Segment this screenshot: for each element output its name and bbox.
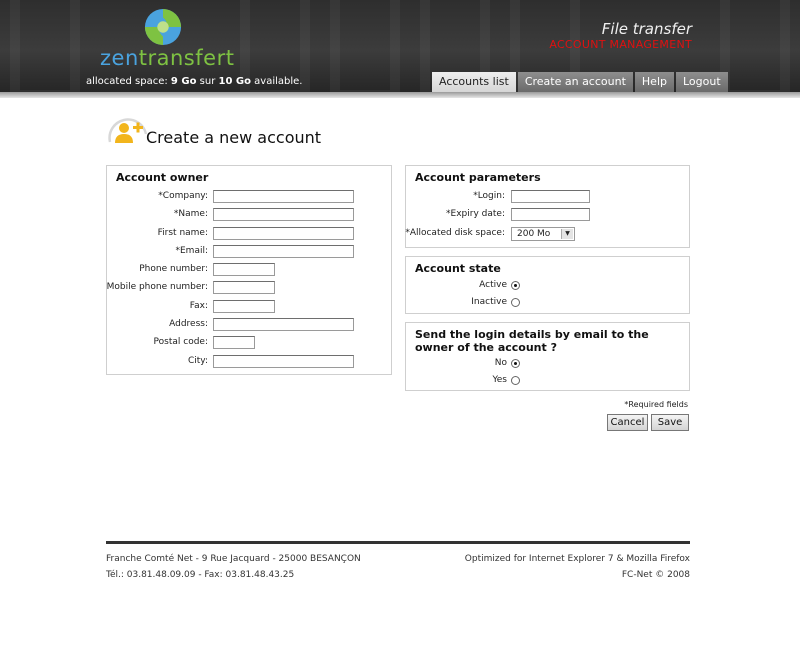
- disk-space-row: [406, 227, 691, 241]
- account-owner-heading: Account owner: [116, 171, 209, 184]
- space-suffix: available.: [254, 76, 303, 87]
- account-parameters-panel: [405, 165, 690, 248]
- fax-input[interactable]: [213, 300, 275, 313]
- state-inactive-radio[interactable]: [511, 298, 520, 307]
- email-input[interactable]: [213, 245, 354, 258]
- save-button[interactable]: Save: [651, 414, 689, 431]
- name-input[interactable]: [213, 208, 354, 221]
- mobile-input[interactable]: [213, 281, 275, 294]
- address-input[interactable]: [213, 318, 354, 331]
- phone-input[interactable]: [213, 263, 275, 276]
- send-no-label: No: [494, 358, 507, 368]
- postal-code-label: Postal code:: [153, 337, 208, 347]
- main-nav: [432, 72, 728, 92]
- email-label: *Email:: [175, 246, 208, 256]
- expiry-date-row: [406, 208, 691, 222]
- postal-code-input[interactable]: [213, 336, 255, 349]
- footer-phone: Tél.: 03.81.48.09.09 - Fax: 03.81.48.43.25: [106, 570, 295, 580]
- logo-wordmark: [100, 46, 234, 70]
- add-user-icon: [106, 112, 148, 148]
- login-input[interactable]: [511, 190, 590, 203]
- tab-accounts-list[interactable]: Accounts list: [432, 72, 516, 92]
- city-input[interactable]: [213, 355, 354, 368]
- name-row: [107, 208, 393, 222]
- company-label: *Company:: [158, 191, 208, 201]
- account-state-panel: [405, 256, 690, 314]
- company-input[interactable]: [213, 190, 354, 203]
- login-label: *Login:: [473, 191, 505, 201]
- address-row: [107, 318, 393, 332]
- address-label: Address:: [169, 319, 208, 329]
- logo-text-zen: zen: [100, 46, 139, 70]
- first-name-label: First name:: [157, 228, 208, 238]
- tab-create-account[interactable]: Create an account: [518, 72, 633, 92]
- app-subtitle: ACCOUNT MANAGEMENT: [549, 38, 692, 51]
- footer-copyright: FC-Net © 2008: [621, 570, 690, 580]
- state-active-radio[interactable]: [511, 281, 520, 290]
- email-row: [107, 245, 393, 259]
- postal-code-row: [107, 336, 393, 350]
- first-name-row: [107, 227, 393, 241]
- space-prefix: allocated space:: [86, 76, 168, 87]
- header-banner: [0, 0, 800, 92]
- city-row: [107, 355, 393, 369]
- required-fields-note: *Required fields: [624, 400, 688, 409]
- expiry-date-input[interactable]: [511, 208, 590, 221]
- header-decoration: [720, 0, 790, 92]
- send-yes-radio[interactable]: [511, 376, 520, 385]
- company-row: [107, 190, 393, 204]
- fax-row: [107, 300, 393, 314]
- header-divider: [0, 92, 800, 98]
- page-title: Create a new account: [146, 128, 322, 147]
- space-middle: sur: [199, 76, 216, 87]
- account-parameters-heading: Account parameters: [415, 171, 541, 184]
- phone-row: [107, 263, 393, 277]
- app-title: File transfer: [601, 20, 692, 38]
- mobile-row: [107, 281, 393, 295]
- space-total: 10 Go: [218, 76, 251, 87]
- footer-divider: [106, 541, 690, 544]
- fax-label: Fax:: [189, 301, 208, 311]
- account-state-heading: Account state: [415, 262, 501, 275]
- name-label: *Name:: [173, 209, 208, 219]
- header-decoration: [10, 0, 80, 92]
- disk-space-value: 200 Mo: [517, 229, 551, 239]
- send-yes-row: [406, 375, 691, 387]
- tab-logout[interactable]: Logout: [676, 72, 728, 92]
- state-active-label: Active: [479, 280, 507, 290]
- state-inactive-row: [406, 297, 691, 309]
- account-owner-panel: [106, 165, 392, 375]
- send-login-panel: [405, 322, 690, 391]
- expiry-date-label: *Expiry date:: [446, 209, 505, 219]
- send-no-radio[interactable]: [511, 359, 520, 368]
- disk-space-select[interactable]: [511, 227, 575, 241]
- tab-help[interactable]: Help: [635, 72, 674, 92]
- footer-address: Franche Comté Net - 9 Rue Jacquard - 25000 BESANÇON: [106, 554, 361, 564]
- logo-text-transfert: transfert: [138, 46, 235, 70]
- phone-label: Phone number:: [139, 264, 208, 274]
- state-active-row: [406, 280, 691, 292]
- mobile-label: Mobile phone number:: [106, 282, 208, 292]
- space-used: 9 Go: [170, 76, 197, 87]
- zentransfert-logo: [100, 8, 235, 72]
- cancel-button[interactable]: Cancel: [607, 414, 648, 431]
- dropdown-arrow-icon[interactable]: ▼: [561, 229, 573, 239]
- send-yes-label: Yes: [492, 375, 507, 385]
- send-login-heading: Send the login details by email to the owner of the account ?: [415, 328, 649, 354]
- footer-browser-note: Optimized for Internet Explorer 7 & Mozilla Firefox: [464, 554, 690, 564]
- logo-swirl-icon: [144, 8, 182, 46]
- allocated-space-info: [86, 76, 303, 87]
- state-inactive-label: Inactive: [471, 297, 507, 307]
- login-row: [406, 190, 691, 204]
- header-decoration: [330, 0, 400, 92]
- first-name-input[interactable]: [213, 227, 354, 240]
- disk-space-label: *Allocated disk space:: [405, 228, 505, 238]
- send-no-row: [406, 358, 691, 370]
- city-label: City:: [187, 356, 208, 366]
